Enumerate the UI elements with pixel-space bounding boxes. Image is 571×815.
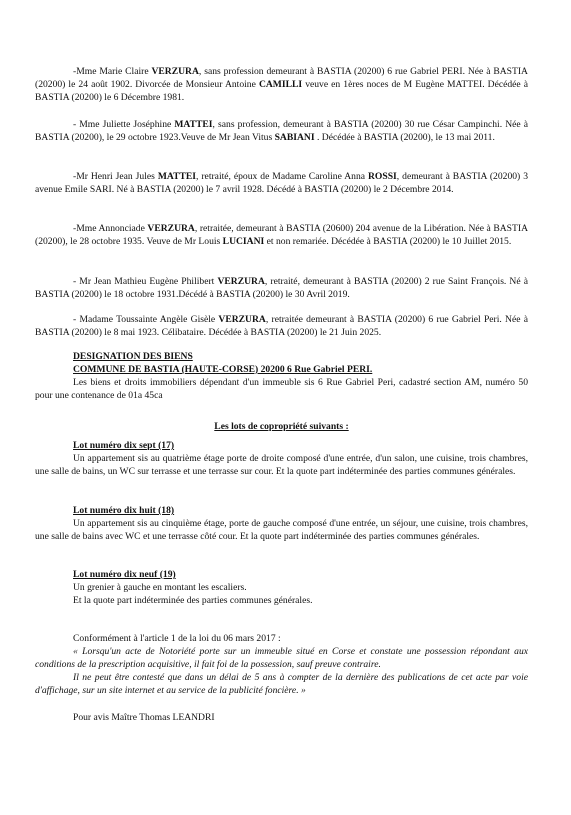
related-surname: LUCIANI: [222, 235, 265, 247]
designation-text: Les biens et droits immobiliers dépendant d'un immeuble sis 6 Rue Gabriel Peri, cadastré section AM, numéro 50 pour une contenance de 01a 45ca: [35, 376, 528, 401]
lot-description: Un appartement sis au quatrième étage porte de droite composé d'une entrée, d'un salon, une cuisine, trois chambres, une salle de bains, un WC sur terrasse et une terrasse sur cour. Et la quote part indéterminée des parties communes générales.: [35, 452, 528, 477]
lot-block: [35, 440, 528, 479]
lot-block: [35, 569, 528, 608]
person-name: - Mr Jean Mathieu Eugène Philibert: [73, 276, 218, 287]
person-details: , sans profession demeurant à BASTIA (20200) 6 rue Gabriel PERI. Née à BASTIA (20200) le 24 août 1902. Divorcée de Monsieur Antoine: [35, 66, 528, 90]
person-details: , retraitée demeurant à BASTIA (20200) 6 rue Gabriel Peri. Née à BASTIA (20200) le 8 mai 1923. Célibataire. Décédée à BASTIA (20200) le 21 Juin 2025.: [35, 314, 528, 338]
person-name: -Mme Marie Claire: [73, 66, 152, 77]
person-paragraph: [35, 119, 528, 145]
related-surname: SABIANI: [274, 131, 315, 143]
person-name: -Mr Henri Jean Jules: [73, 171, 158, 182]
designation-title: DESIGNATION DES BIENS: [73, 351, 193, 362]
person-paragraph: [35, 223, 528, 249]
legal-quote-second: Il ne peut être contesté que dans un délai de 5 ans à compter de la dernière des publications de cet acte par voie d'affichage, sur un site internet et au service de la publicité foncière. »: [35, 672, 528, 696]
lots-heading: Les lots de copropriété suivants :: [214, 421, 349, 432]
person-details: , retraité, demeurant à BASTIA (20200) 2 rue Saint François. Né à BASTIA (20200) le 18 octobre 1931.Décédé à BASTIA (20200) le 30 Avril 2019.: [35, 276, 528, 300]
person-details-end: , demeurant à BASTIA (20200) 3 avenue Emile SARI. Né à BASTIA (20200) le 7 avril 1928. Décédé à BASTIA (20200) le 2 Décembre 2014.: [35, 171, 528, 195]
related-surname: ROSSI: [368, 171, 397, 182]
legal-intro: Conformément à l'article 1 de la loi du 06 mars 2017 :: [73, 633, 281, 644]
lot-block: [35, 505, 528, 544]
person-name: -Mme Annonciade: [73, 223, 148, 234]
person-name: - Madame Toussainte Angèle Gisèle: [73, 314, 219, 325]
lot-title: Lot numéro dix huit (18): [73, 505, 175, 516]
designation-commune: COMMUNE DE BASTIA (HAUTE-CORSE) 20200 6 Rue Gabriel PERI.: [73, 363, 373, 375]
lot-description: Un appartement sis au cinquième étage, porte de gauche composé d'une entrée, un séjour, une cuisine, trois chambres, une salle de bains avec WC et une terrasse côté cour. Et la quote part indéterminée des parties communes générales.: [35, 517, 528, 542]
designation-section: [35, 351, 528, 403]
person-surname: VERZURA: [147, 223, 195, 234]
legal-quote: « Lorsqu'un acte de Notoriété porte sur un immeuble situé en Corse et constate une possession répondant aux conditions de la prescription acquisitive, il fait foi de la possession, sauf preuve contraire.: [35, 646, 528, 670]
lot-description-share: Et la quote part indéterminée des parties communes générales.: [73, 594, 313, 606]
signature: Pour avis Maître Thomas LEANDRI: [73, 712, 215, 723]
person-details-end: veuve en 1ères noces de M Eugène MATTEI. Décédée à BASTIA (20200) le 6 Décembre 1981.: [35, 78, 528, 103]
person-surname: MATTEI: [157, 171, 197, 182]
person-details: , sans profession, demeurant à BASTIA (20200) 30 rue César Campinchi. Née à BASTIA (20200), le 29 octobre 1923.Veuve de Mr Jean Vitus: [35, 119, 528, 143]
lot-title: Lot numéro dix sept (17): [73, 440, 175, 451]
person-name: - Mme Juliette Joséphine: [73, 119, 175, 130]
person-surname: MATTEI: [174, 119, 213, 130]
person-surname: VERZURA: [217, 276, 265, 287]
person-details-end: . Décédée à BASTIA (20200), le 13 mai 2011.: [314, 131, 495, 143]
person-details: , retraitée, demeurant à BASTIA (20600) 204 avenue de la Libération. Née à BASTIA (20200), le 28 octobre 1935. Veuve de Mr Louis: [35, 223, 528, 247]
lot-description: Un grenier à gauche en montant les escaliers.: [73, 581, 247, 593]
person-paragraph: [35, 314, 528, 340]
lot-title: Lot numéro dix neuf (19): [73, 569, 176, 580]
related-surname: CAMILLI: [258, 78, 303, 90]
person-details-end: et non remariée. Décédée à BASTIA (20200) le 10 Juillet 2015.: [264, 235, 512, 247]
person-paragraph: [35, 171, 528, 197]
person-paragraph: [35, 276, 528, 302]
person-details: , retraité, époux de Madame Caroline Anna: [196, 171, 368, 182]
person-paragraph: [35, 66, 528, 105]
person-surname: VERZURA: [151, 66, 199, 77]
person-surname: VERZURA: [218, 314, 266, 325]
